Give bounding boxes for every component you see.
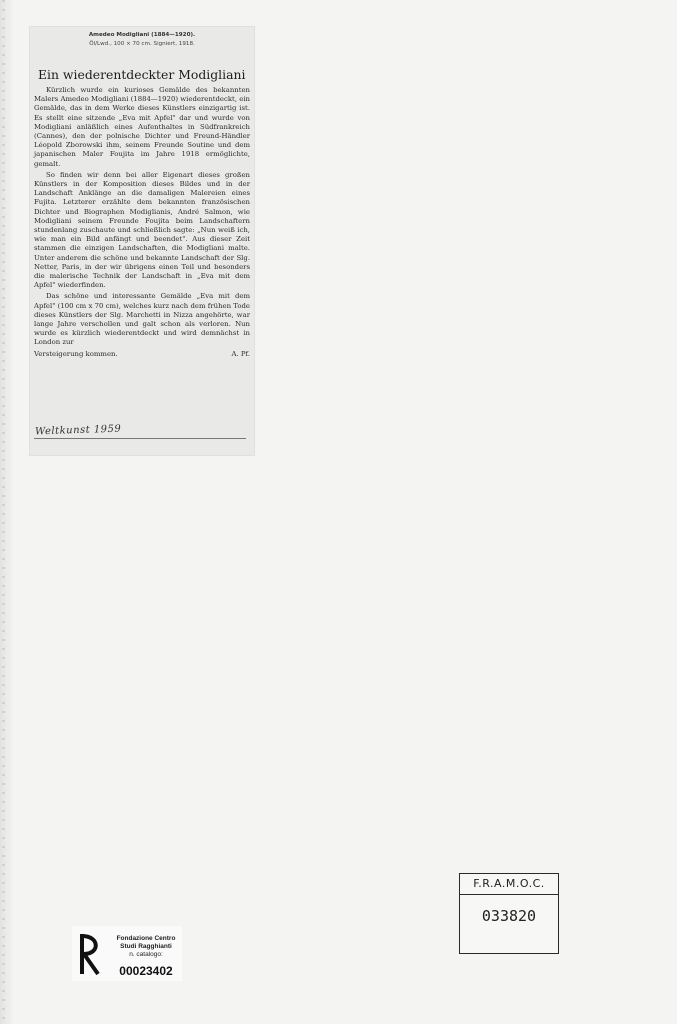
catalog-number: 00023402	[119, 964, 173, 978]
foundation-name	[113, 935, 179, 959]
foundation-logo-icon	[76, 930, 106, 978]
article-paragraph: So finden wir denn bei aller Eigenart dieses großen Künstlers in der Komposition dieses Bildes und in der Landschaft Anklänge an die damaligen Malereien eines Fujita. Letzterer erzählte dem bekannten französischen Dichter und Biographen Modiglianis, André Salmon, wie Modigliani seinem Freunde Foujita beim Landschaftern stundenlang zuschaute und schließlich sagte: „Nun weiß ich, wie man ein Bild anfängt und beendet". Aus dieser Zeit stammen die einzigen Landschaften, die Modigliani malte. Unter anderem die schöne und bekannte Landschaft der Slg. Netter, Paris, in der wir übrigens einen Teil und besonders die malerische Technik der Landschaft in „Eva mit dem Apfel" wiederfinden.	[34, 170, 250, 290]
stamp-label: F.R.A.M.O.C.	[460, 874, 558, 895]
author-byline: A. Pf.	[231, 349, 250, 358]
underline-rule	[34, 438, 246, 439]
closing-line	[34, 350, 250, 359]
stamp-number: 033820	[481, 907, 537, 925]
article-paragraph: Kürzlich wurde ein kurioses Gemälde des bekannten Malers Amedeo Modigliani (1884—1920) wiederentdeckt, ein Gemälde, das in dem Werke dieses Künstlers einzigartig ist. Es stellt eine sitzende „Eva mit Apfel" dar und wurde von Modigliani anläßlich eines Aufenthaltes in Südfrankreich (Cannes), den der polnische Dichter und Freund-Händler Léopold Zborowski ihm, seinem Freunde Soutine und dem japanischen Maler Foujita im Jahre 1918 ermöglichte, gemalt.	[34, 86, 250, 168]
handwritten-source-note: Weltkunst 1959	[34, 423, 122, 438]
newspaper-clipping	[30, 27, 254, 455]
closing-text: Versteigerung kommen.	[34, 349, 118, 358]
article-paragraph: Das schöne und interessante Gemälde „Eva mit dem Apfel" (100 cm x 70 cm), welches kurz nach dem frühen Tode dieses Künstlers der Slg. Marchetti in Nizza angehörte, war lange Jahre verschollen und galt schon als verloren. Nun wurde es kürzlich wiederentdeckt und wird demnächst in London zur	[34, 292, 250, 347]
caption-details: Öl/Lwd., 100 × 70 cm. Signiert, 1918.	[89, 41, 195, 47]
caption-artist: Amedeo Modigliani (1884—1920).	[88, 32, 196, 38]
catalog-label	[72, 926, 182, 981]
catalog-caption: n. catalogo:	[129, 951, 163, 958]
foundation-line-1: Fondazione Centro	[116, 935, 176, 942]
foundation-line-2: Studi Ragghianti	[120, 943, 172, 950]
framoc-stamp	[459, 873, 559, 954]
binding-holes	[2, 0, 5, 1024]
article-headline: Ein wiederentdeckter Modigliani	[38, 67, 246, 82]
article-body	[34, 86, 250, 359]
